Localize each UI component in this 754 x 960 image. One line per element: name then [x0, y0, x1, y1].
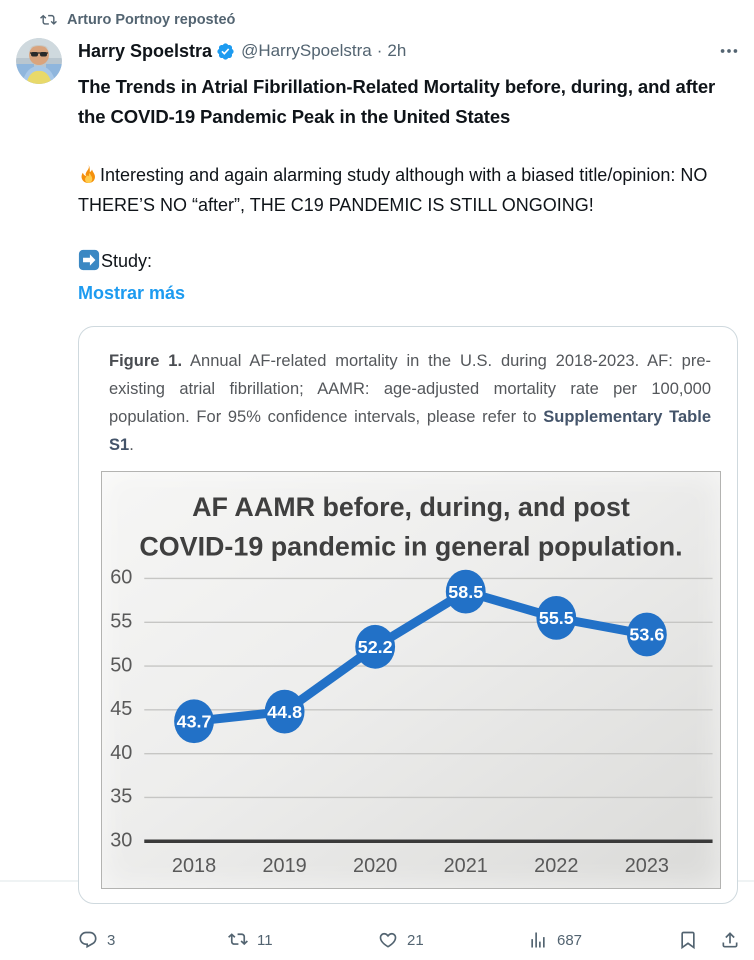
svg-text:2023: 2023	[624, 855, 669, 878]
show-more-link[interactable]: Mostrar más	[78, 283, 186, 303]
like-button[interactable]	[378, 930, 528, 950]
repost-count: 11	[257, 931, 273, 949]
figure-caption-suffix: .	[129, 436, 134, 454]
svg-text:COVID-19 pandemic in general p: COVID-19 pandemic in general population.	[139, 531, 683, 562]
author-name[interactable]: Harry Spoelstra	[78, 40, 213, 61]
reply-button[interactable]	[78, 930, 228, 950]
views-button[interactable]	[528, 930, 678, 950]
heart-icon	[378, 930, 398, 950]
more-ellipsis-icon[interactable]	[718, 40, 740, 62]
svg-text:2020: 2020	[353, 855, 398, 878]
svg-text:2019: 2019	[262, 855, 307, 878]
svg-text:60: 60	[110, 566, 133, 589]
repost-icon	[228, 930, 248, 950]
repost-button[interactable]	[228, 930, 378, 950]
analytics-icon	[528, 930, 548, 950]
aamr-line-chart	[101, 471, 721, 889]
svg-text:2018: 2018	[171, 855, 217, 878]
study-label: Study:	[101, 251, 153, 271]
svg-text:44.8: 44.8	[267, 701, 303, 722]
arrow-right-icon	[78, 249, 100, 271]
figure-caption-body: Annual AF-related mortality in the U.S. during 2018-2023. AF: pre-existing atrial fibrillation; AAMR: age-adjusted mortality rate per 100,000 population. For 95% confidence intervals, please refer to	[109, 352, 712, 426]
figure-card[interactable]	[78, 326, 738, 904]
post-title: The Trends in Atrial Fibrillation-Related Mortality before, during, and after the COVID-19 Pandemic Peak in the United States	[78, 76, 716, 127]
study-line	[78, 246, 740, 276]
post-body	[78, 160, 740, 220]
svg-text:AF AAMR before, during, and po: AF AAMR before, during, and post	[192, 491, 630, 522]
svg-text:53.6: 53.6	[629, 624, 665, 645]
avatar[interactable]	[16, 38, 62, 84]
repost-icon	[40, 12, 57, 29]
svg-text:2022: 2022	[534, 855, 579, 878]
author-row	[78, 38, 740, 64]
svg-text:58.5: 58.5	[448, 581, 484, 602]
svg-text:55.5: 55.5	[538, 608, 574, 629]
svg-text:35: 35	[110, 785, 133, 808]
figure-caption	[109, 347, 711, 459]
repost-header	[0, 8, 754, 32]
figure-caption-label: Figure 1.	[109, 352, 183, 370]
aamr-chart-svg	[102, 472, 720, 888]
svg-text:43.7: 43.7	[176, 711, 212, 732]
svg-text:40: 40	[110, 741, 133, 764]
svg-text:30: 30	[110, 829, 133, 852]
views-count: 687	[557, 931, 583, 949]
action-bar	[78, 920, 740, 960]
reply-count: 3	[107, 931, 116, 949]
author-handle[interactable]: @HarrySpoelstra	[241, 41, 372, 60]
like-count: 21	[407, 931, 424, 949]
handle-separator: ·	[376, 41, 383, 60]
reply-icon	[78, 930, 98, 950]
svg-text:55: 55	[110, 610, 133, 633]
share-icon[interactable]	[720, 930, 740, 950]
figure-caption-link: Supplementary Table S1	[109, 408, 711, 454]
fire-icon	[78, 164, 99, 185]
post-body-text: Interesting and again alarming study although with a biased title/opinion: NO THERE’S NO “after”, THE C19 PANDEMIC IS STILL ONGOING!	[78, 165, 708, 215]
post-time[interactable]: 2h	[387, 41, 407, 60]
svg-text:45: 45	[110, 698, 133, 721]
verified-badge-icon	[216, 42, 235, 61]
repost-label[interactable]: Arturo Portnoy reposteó	[67, 12, 236, 28]
svg-text:2021: 2021	[443, 855, 488, 878]
bookmark-icon[interactable]	[678, 930, 698, 950]
svg-text:50: 50	[110, 654, 133, 677]
svg-text:52.2: 52.2	[357, 636, 393, 657]
